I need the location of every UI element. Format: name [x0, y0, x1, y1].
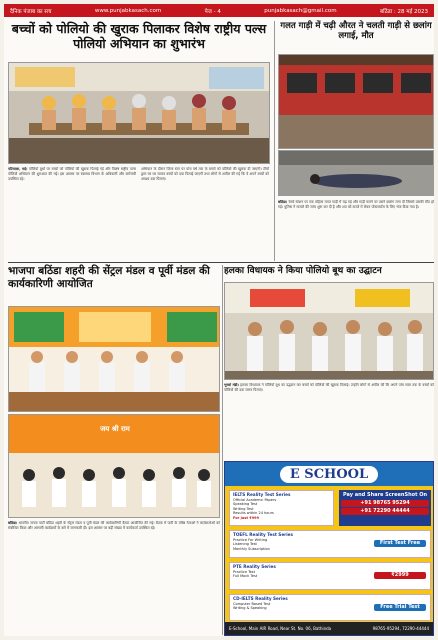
story1-headline: बच्चों को पोलियो की खुराक पिलाकर विशेष राष्ट्रीय पल्स पोलियो अभियान का शुभारंभ: [11, 21, 267, 51]
story1-caption-lead: पटियाला, मई।: [8, 167, 28, 171]
ad-card-line: Practice Test: [233, 569, 255, 574]
column-divider-2: [222, 265, 223, 635]
story3-caption-lead: बठिंडा।: [8, 521, 18, 525]
story1-photo: [8, 62, 270, 164]
ad-card-price: ₹2999: [374, 572, 426, 579]
story3-photo-2: [8, 414, 220, 518]
story4-caption: हलका विधायक ने पोलियो बूथ का उद्घाटन कर बच्चों को पोलियो की खुराक पिलाई। उन्होंने लोगों से अपील की कि अपने पांच साल तक के बच्चों को पोलियो की दवा जरूर पिलाएं।: [224, 383, 434, 393]
story2-caption: रेलवे स्टेशन पर एक महिला गलत गाड़ी में चढ़ गई और गाड़ी चलने पर उसने छलांग लगा दी जिससे उसकी मौत हो गई। पुलिस ने मामले की जांच शुरू कर दी है और शव को कब्जे में लेकर पोस्टमार्टम के लिए भेज दिया गया है।: [278, 200, 434, 210]
story2-caption-lead: बठिंडा।: [278, 200, 288, 204]
platform-image: [279, 151, 434, 196]
polio-booth-image: [225, 283, 434, 380]
train-image: [279, 55, 434, 149]
story2-text: [278, 200, 434, 258]
ad-card-pte[interactable]: [229, 562, 431, 590]
story4-headline: हलका विधायक ने किया पोलियो बूथ का उद्घाटन: [224, 266, 382, 276]
ad-pay-title: Pay and Share ScreenShot On: [342, 492, 428, 498]
story2-headline: गलत गाड़ी में चढ़ी औरत ने चलती गाड़ी से छलांग लगाई, मौत: [280, 21, 432, 42]
ad-card-price: Free Trial Test: [374, 604, 426, 611]
masthead: [4, 4, 434, 17]
ad-footer-phone[interactable]: 98765-95294, 72290-44444: [372, 626, 429, 631]
masthead-date: बठिंडा : 28 मई 2023: [380, 8, 428, 15]
ad-card-line: Practice For Writing: [233, 537, 268, 542]
ad-card-line: Speaking Test: [233, 502, 258, 507]
ad-card-line: Writing & Speaking: [233, 606, 267, 611]
story1-col2-text: अभियान के दौरान जिला स्तर पर पांच वर्ष तक के बच्चों को पोलियो की खुराक दी जाएगी। टीमों द्वारा घर घर जाकर बच्चों को दवा पिलाई जाएगी तथा लोगों से अपील की गई कि वे अपने बच्चों को अवश्य दवा पिलाएं।: [141, 167, 269, 182]
story2-photo-platform: [278, 150, 434, 196]
story3-photo-1: [8, 306, 220, 412]
masthead-website[interactable]: www.punjabkasach.com: [94, 7, 162, 14]
eschool-advertisement[interactable]: [224, 461, 434, 636]
story3-caption: भारतीय जनता पार्टी बठिंडा शहरी के सेंट्रल मंडल व पूर्वी मंडल की कार्यकारिणी बैठक आयोजित की गई। बैठक में पार्टी के वरिष्ठ नेताओं ने कार्यकर्ताओं को संबोधित किया और आगामी कार्यक्रमों के बारे में जानकारी दी। इस अवसर पर बड़ी संख्या में कार्यकर्ता उपस्थित रहे।: [8, 521, 220, 531]
story4-caption-lead: भुच्चो मंडी।: [224, 383, 239, 387]
ad-card-line: Full Mock Test: [233, 574, 258, 579]
story1-col1: [8, 167, 136, 257]
story1-caption: पोलियो बूथों पर बच्चों को पोलियो की खुराक पिलाई गई और विशेष राष्ट्रीय पल्स पोलियो अभियान की शुरुआत की गई। इस अवसर पर स्वास्थ्य विभाग के अधिकारी और कर्मचारी उपस्थित रहे।: [8, 167, 136, 182]
story3-banner: जय श्री राम: [100, 425, 130, 433]
ad-phone-2[interactable]: +91 72290 44444: [341, 508, 429, 515]
ad-card-ielts[interactable]: [229, 490, 334, 526]
ad-footer: [225, 622, 433, 635]
story3-headline: भाजपा बठिंडा शहरी की सेंट्रल मंडल व पूर्वी मंडल की कार्यकारिणी आयोजित: [8, 265, 210, 290]
ad-card-title: TOEFL Reality Test Series: [233, 532, 293, 537]
section-divider: [8, 262, 434, 263]
ad-card-title: IELTS Reality Test Series: [233, 492, 291, 497]
newspaper-page: [4, 4, 434, 636]
ad-card-line: Listening Test: [233, 542, 257, 547]
story4-photo: [224, 282, 434, 380]
story1-col2: [141, 167, 269, 257]
masthead-page: पेज - 4: [204, 8, 221, 15]
ad-card-line: Monthly Subscription: [233, 546, 270, 551]
ad-card-line: Writing Test: [233, 506, 254, 511]
ad-brand: E SCHOOL: [280, 466, 378, 483]
story4-text: [224, 383, 434, 459]
ad-card-price: First Test Free: [374, 540, 426, 547]
ad-header: [225, 462, 433, 486]
column-divider: [274, 21, 275, 261]
ad-card-price: For just ₹999: [233, 515, 260, 520]
bjp-meeting-image-1: [9, 307, 220, 412]
ad-card-toefl[interactable]: [229, 530, 431, 558]
ad-card-line: Official Academic Papers: [233, 497, 277, 502]
ad-card-line: Computer Based Test: [233, 601, 271, 606]
ad-pay-share: [339, 490, 431, 526]
ad-footer-address: E-School, Main AIR Road, Near St. No. 06, Bathinda: [229, 626, 332, 631]
ad-card-title: PTE Reality Series: [233, 564, 276, 569]
ad-body: [225, 486, 433, 624]
ad-card-title: CD-IELTS Reality Series: [233, 596, 288, 601]
masthead-email[interactable]: punjabkasach@gmail.com: [264, 7, 337, 14]
pulse-polio-event-image: [9, 63, 270, 164]
story2-photo-train: [278, 54, 434, 149]
ad-card-line: Results within 24 hours: [233, 511, 274, 516]
masthead-left: दैनिक पंजाब का सच: [10, 8, 52, 15]
ad-phone-1[interactable]: +91 98765 95294: [341, 500, 429, 507]
ad-card-cd-ielts[interactable]: [229, 594, 431, 621]
story3-text: [8, 521, 220, 634]
